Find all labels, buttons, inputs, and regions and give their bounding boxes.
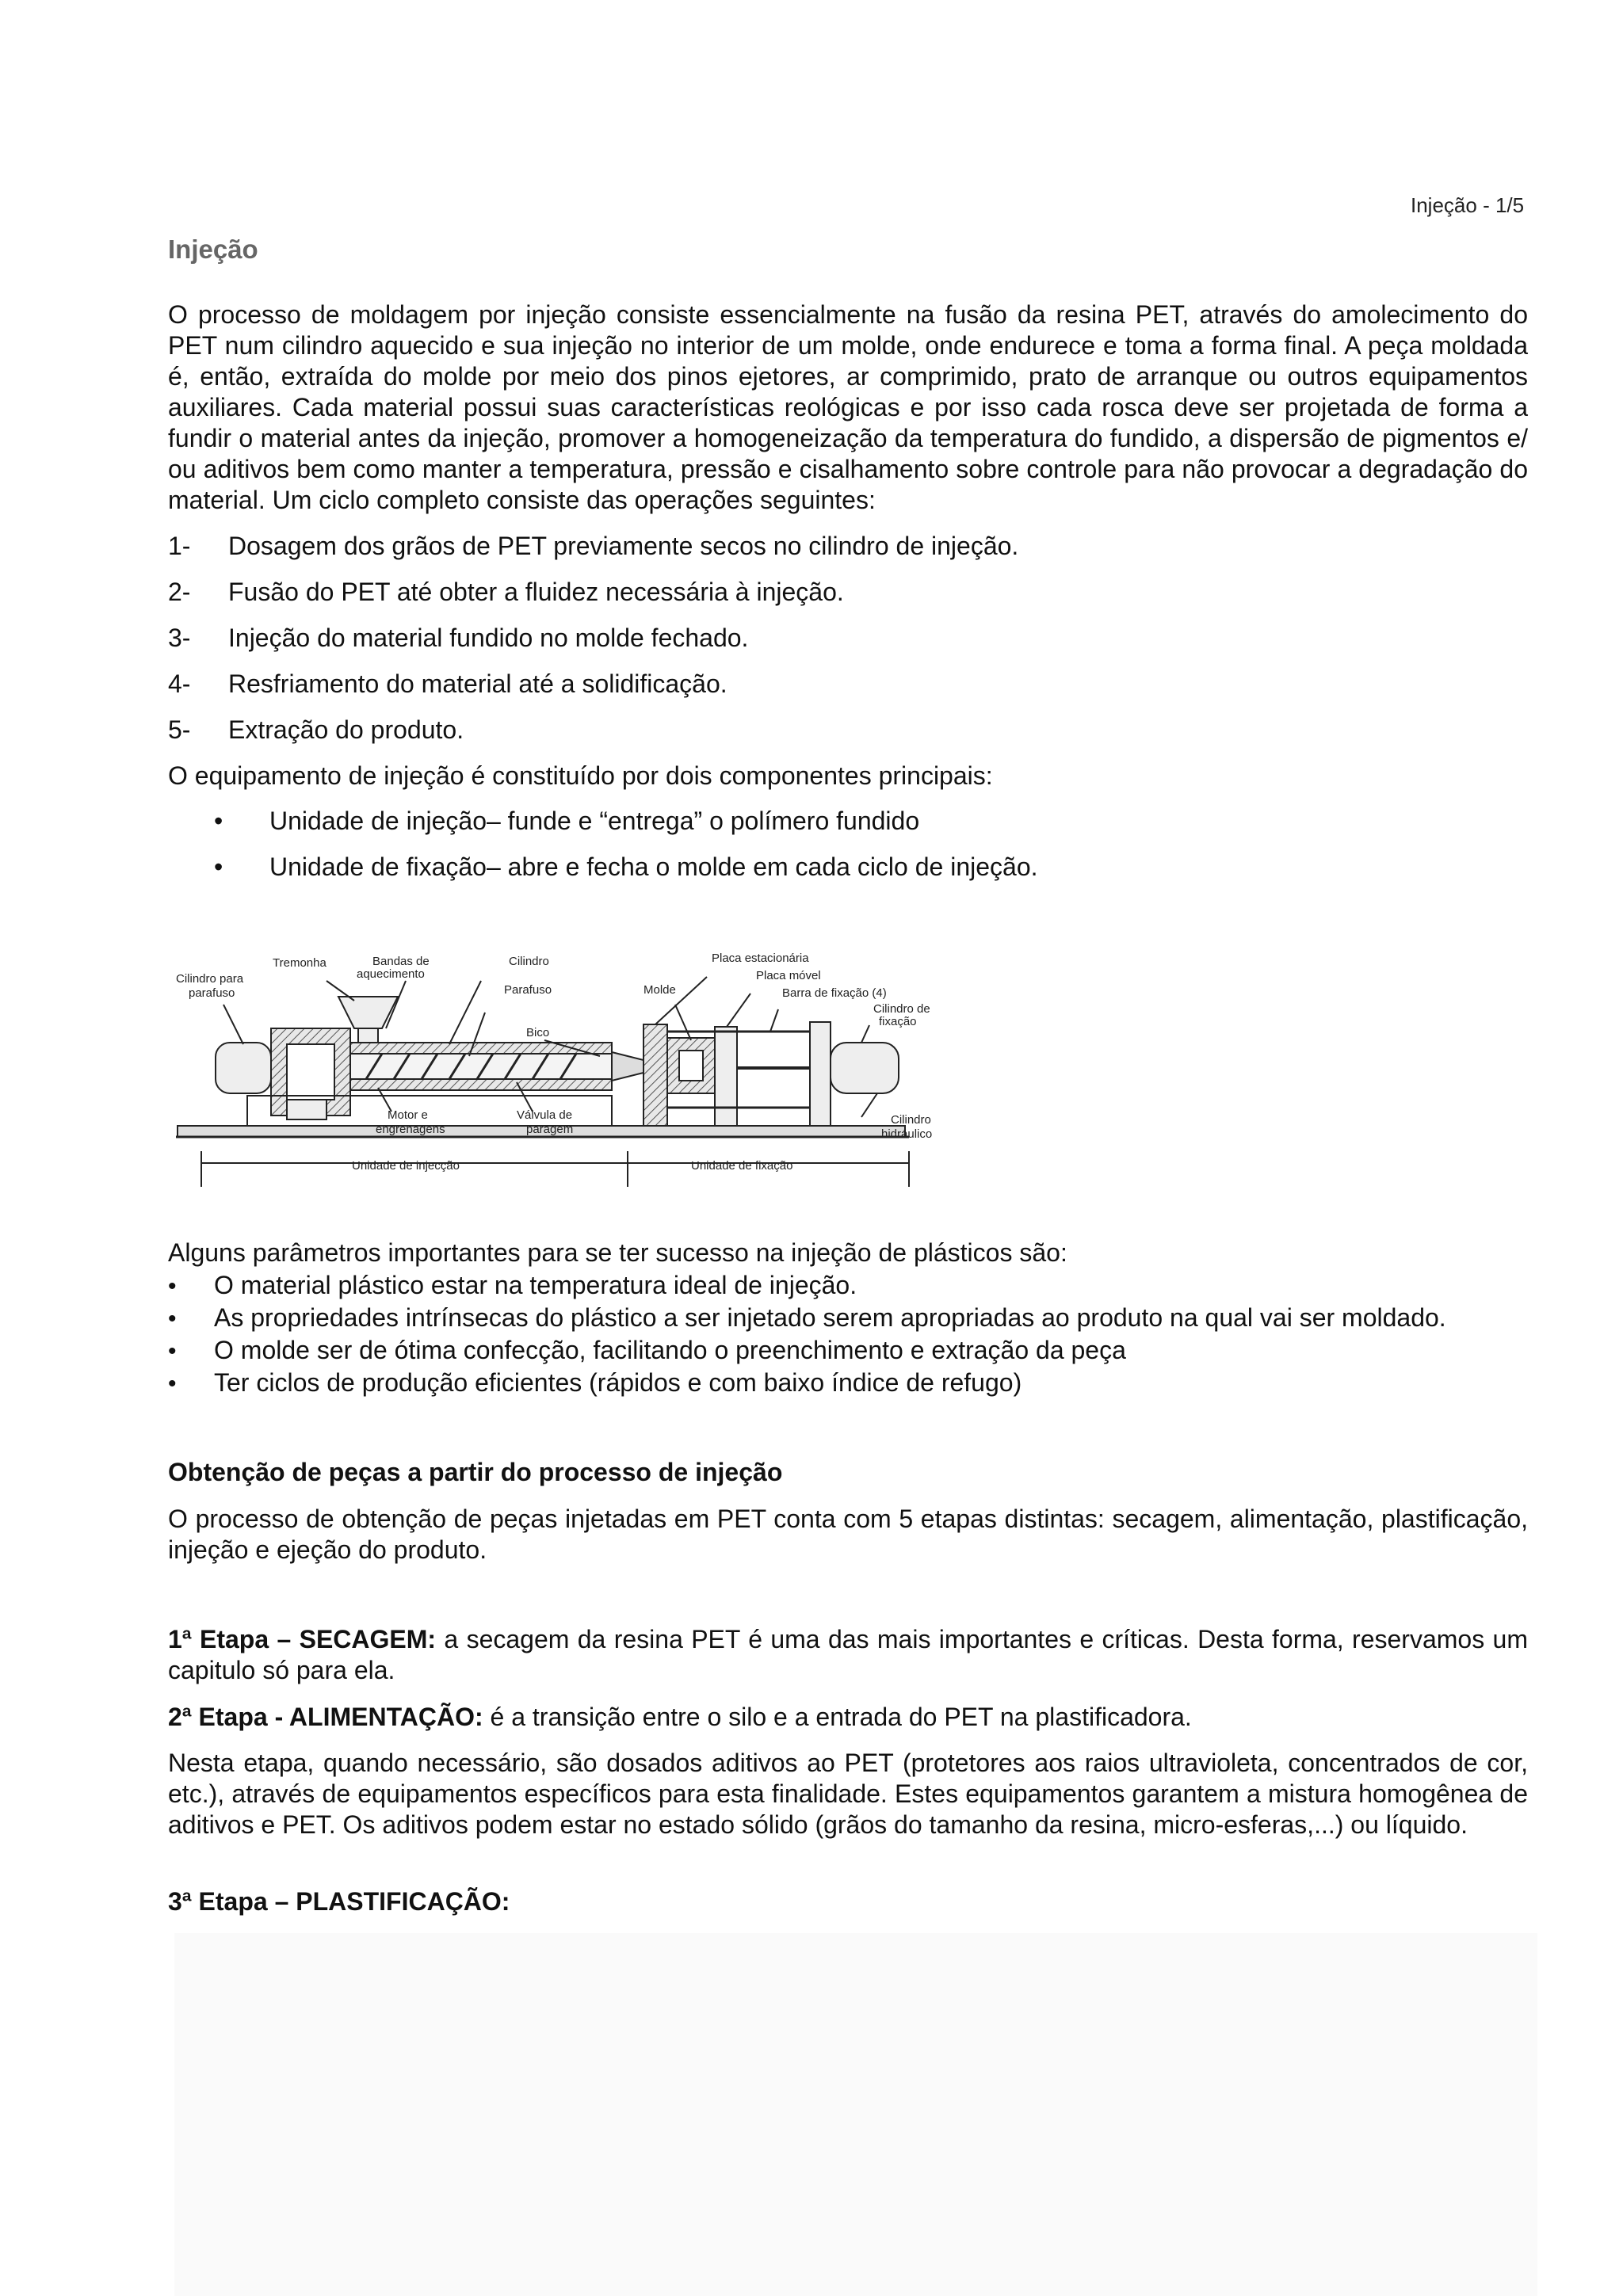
label-tremonha: Tremonha [273,956,327,970]
label-placa-estacionaria: Placa estacionária [712,952,809,965]
blank-area [174,1933,1537,2296]
cycle-step-number: 4- [168,669,191,698]
etapa-1-text: a secagem da resina PET é uma das mais importantes e críticas. Desta forma, reservamos um capitulo só para ela. [168,1625,1529,1684]
bullet-icon: • [168,1338,177,1364]
label-barra-fixacao: Barra de fixação (4) [782,986,887,1000]
stationary-platen [643,1024,667,1126]
intro-paragraph: O processo de moldagem por injeção consiste essencialmente na fusão da resina PET, através do amolecimento do PET num cilindro aquecido e sua injeção no interior de um molde, onde endurece e toma a forma final. A peça moldada é, então, extraída do molde por meio dos pinos ejetores, ar comprimido, prato de arranque ou outros equipamentos auxiliares. Cada material possui suas características reológicas e por isso cada rosca deve ser projetada de forma a fundir o material antes da injeção, promover a homogeneização da temperatura do fundido, a dispersão de pigmentos e/ ou aditivos bem como manter a temperatura, pressão e cisalhamento sobre controle para não provocar a degradação do material. Um ciclo completo consiste das operações seguintes: [168,300,1528,514]
parameter-text: Ter ciclos de produção eficientes (rápidos e com baixo índice de refugo) [214,1368,1022,1397]
parameter-text: As propriedades intrínsecas do plástico a ser injetado serem apropriadas ao produto na qual vai ser moldado. [214,1303,1446,1332]
cycle-step-text: Extração do produto. [228,715,464,744]
etapa-2 [168,1702,1528,1733]
cycle-step [168,715,464,746]
hopper [338,997,398,1028]
cycle-step [168,669,727,700]
equipment-item [214,852,1038,882]
cycle-step-number: 3- [168,624,191,652]
label-bandas: aquecimento [357,967,425,981]
label-molde: Molde [643,983,676,997]
label-cilindro-fixacao: fixação [879,1015,917,1028]
nozzle [612,1052,643,1081]
parameters-intro: Alguns parâmetros importantes para se ter sucesso na injeção de plásticos são: [168,1238,1067,1267]
cycle-step-number: 1- [168,532,191,560]
label-bico: Bico [526,1026,550,1039]
section-paragraph: O processo de obtenção de peças injetadas em PET conta com 5 etapas distintas: secagem, alimentação, plastificação, injeção e ejeção do produto. [168,1505,1528,1564]
etapa-2-text: é a transição entre o silo e a entrada do PET na plastificadora. [483,1703,1192,1731]
etapa-1 [168,1624,1528,1686]
parameter-item [168,1367,1022,1400]
bullet-icon: • [168,1273,177,1299]
label-placa-movel: Placa móvel [756,969,821,982]
cycle-step-text: Dosagem dos grãos de PET previamente secos no cilindro de injeção. [228,532,1019,560]
etapa-2-paragraph: Nesta etapa, quando necessário, são dosados aditivos ao PET (protetores aos raios ultravioleta, concentrados de cor, etc.), através de equipamentos específicos para esta finalidade. Estes equipamentos garantem a mistura homogênea de aditivos e PET. Os aditivos podem estar no estado sólido (grãos do tamanho da resina, micro-esferas,...) ou líquido. [168,1749,1528,1839]
injection-machine-diagram [168,949,960,1195]
cycle-step [168,577,844,608]
clamp-cylinder [831,1043,899,1093]
label-cilindro: Cilindro [509,955,549,968]
etapa-3-label: 3ª Etapa – PLASTIFICAÇÃO: [168,1887,510,1916]
page-title: Injeção [168,235,258,264]
bullet-icon: • [168,1306,177,1332]
label-cilindro-fixacao: Cilindro de [873,1002,930,1016]
label-valvula: paragem [526,1123,574,1136]
section-heading: Obtenção de peças a partir do processo de injeção [168,1458,783,1486]
equipment-intro: O equipamento de injeção é constituído por dois componentes principais: [168,761,993,790]
equipment-item-text: Unidade de fixação– abre e fecha o molde em cada ciclo de injeção. [269,852,1038,881]
label-cilindro-parafuso: parafuso [189,986,235,1000]
label-motor: Motor e [388,1108,428,1122]
parameter-item [168,1269,857,1302]
cycle-step-text: Fusão do PET até obter a fluidez necessária à injeção. [228,578,844,606]
label-parafuso: Parafuso [504,983,552,997]
cycle-step-number: 5- [168,715,191,744]
moving-platen [715,1027,737,1126]
cycle-step [168,623,748,654]
equipment-item-text: Unidade de injeção– funde e “entrega” o polímero fundido [269,807,920,835]
label-bandas: Bandas de [372,955,430,968]
etapa-1-label: 1ª Etapa – SECAGEM: [168,1625,437,1653]
label-unidade-fixacao: Unidade de fixação [691,1159,793,1173]
bullet-icon: • [214,807,223,835]
label-motor: engrenagens [376,1123,445,1136]
label-unidade-injeccao: Unidade de injecção [352,1159,460,1173]
label-cilindro-hidraulico: hidráulico [881,1127,933,1141]
bullet-icon: • [168,1371,177,1397]
etapa-2-label: 2ª Etapa - ALIMENTAÇÃO: [168,1703,483,1731]
page-header-label: Injeção - 1/5 [1411,193,1525,217]
label-cilindro-parafuso: Cilindro para [176,972,244,986]
cycle-step [168,531,1018,562]
screw-drive-cylinder [216,1043,271,1093]
bullet-icon: • [214,852,223,881]
cycle-step-number: 2- [168,578,191,606]
clamp-plate [810,1022,831,1126]
parameter-text: O molde ser de ótima confecção, facilitando o preenchimento e extração da peça [214,1336,1126,1364]
equipment-item [214,807,919,836]
label-valvula: Válvula de [517,1108,573,1122]
cycle-step-text: Resfriamento do material até a solidificação. [228,669,727,698]
parameter-text: O material plástico estar na temperatura ideal de injeção. [214,1271,857,1299]
parameter-item [168,1334,1126,1367]
label-cilindro-hidraulico: Cilindro [891,1113,931,1127]
cycle-step-text: Injeção do material fundido no molde fechado. [228,624,749,652]
motor-gears [287,1100,327,1119]
parameter-item [168,1302,1446,1335]
